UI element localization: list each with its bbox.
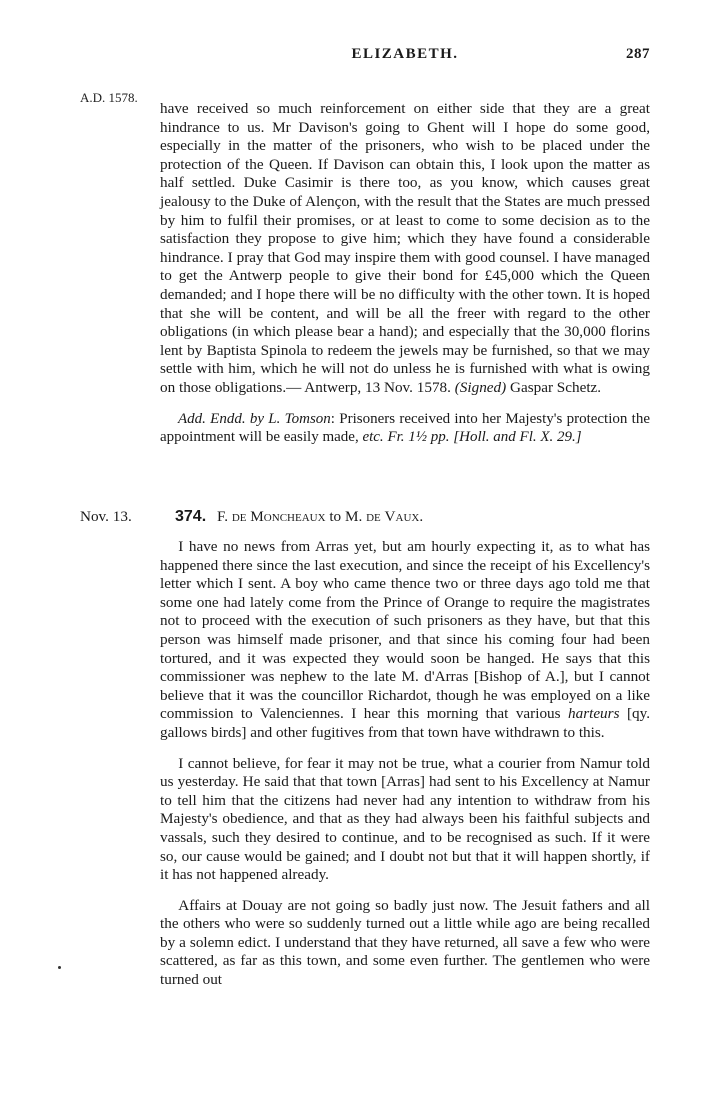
signed-label: (Signed) — [454, 378, 507, 396]
paragraph-3: Affairs at Douay are not going so badly just now. The Jesuit fathers and all the others who were so suddenly turned out a little while ago are being recalled by a solemn edict. I understand that they have returned, all save a few who were scattered, as far as this town, and some even further. The gentlemen who were turned out — [160, 896, 650, 989]
running-title: ELIZABETH. — [351, 46, 459, 62]
entry-date: Nov. 13. — [80, 508, 132, 525]
margin-dot — [58, 966, 61, 969]
entry-title — [217, 508, 423, 526]
page-number: 287 — [626, 46, 650, 62]
entry-heading — [80, 508, 650, 530]
letter-373-continuation — [160, 100, 650, 447]
from-name: Moncheaux — [250, 508, 326, 525]
etc-label: etc. — [362, 429, 384, 446]
endorsement-text: : Prisoners received into her Majesty's protection the appointment will be easily made, — [160, 410, 650, 446]
paragraph-2: I cannot believe, for fear it may not be true, what a courier from Namur told us yesterday. He said that that town [Arras] had sent to his Excellency at Namur to tell him that the citizens had never had any intention to withdraw from his Majesty's obedience, and that as they had always been his faithful subjects and vassals, such they desired to continue, and to be recognised as such. If it were so, our cause would be gained; and I doubt not but that it will happen shortly, if it has not happened already. — [160, 754, 650, 884]
letter-374-body — [160, 538, 650, 990]
endorsement-label: Add. Endd. by L. Tomson — [178, 410, 331, 427]
paragraph-1 — [160, 538, 650, 743]
language-label: Fr. — [387, 429, 405, 446]
margin-year: A.D. 1578. — [80, 90, 138, 105]
to-initial: M. — [344, 508, 363, 525]
paragraph-1-italic: harteurs — [568, 705, 620, 723]
archive-reference: [Holl. and Fl. X. 29.] — [453, 429, 582, 446]
page-count: 1½ pp. — [408, 429, 450, 446]
to-word: to — [329, 508, 342, 525]
letter-body — [160, 100, 650, 398]
from-initial: F. — [217, 508, 229, 525]
letter-body-text: have received so much reinforcement on either side that they are a great hindrance to us. Mr Davison's going to Ghent will I hope do some good, especially in the matter of the prisoners, who wish to be placed under the protection of the Queen. If Davison can obtain this, I look upon the matter as half settled. Duke Casimir is there too, as you know, which causes great jealousy to the Duke of Alençon, with the result that the States are much pressed by him to fulfil their promises, or at least to come to some decision as to the satisfaction they propose to give him; which they have found a considerable hindrance. I pray that God may inspire them with good counsel. I have managed to get the Antwerp people to give their bond for £45,000 which the Queen demanded; and I hope there will be no difficulty with the other town. It is hoped that she will be content, and will be all the freer with regard to the other obligations (in which please bear a hand); and especially that the 30,000 florins lent by Baptista Spinola to redeem the jewels may be furnished, so that we may settle with him, which he will not do unless he is furnished with what is owing on those obligations.— Antwerp, 13 Nov. 1578. — [160, 100, 650, 396]
entry-number: 374. — [175, 508, 207, 525]
paragraph-1-text-a: I have no news from Arras yet, but am hourly expecting it, as to what has happened there since the last execution, and since the receipt of his Excellency's letter which I sent. A boy who came thence two or three days ago told me that some one had lately come from the Prince of Orange to require the magistrates not to proceed with the execution of such prisoners as they have, but that this person was himself made prisoner, and that since his coming four had been tortured, and it was expected they would soon be hanged. He says that this commissioner was nephew to the late M. d'Arras [Bishop of A.], but I cannot believe that it was the councillor Richardot, though he was employed on a like commission to Valenciennes. I hear this morning that various — [160, 538, 650, 723]
signer-name: Gaspar Schetz. — [509, 378, 602, 396]
page-header — [160, 46, 650, 68]
to-name: Vaux. — [384, 508, 424, 525]
from-prep: de — [231, 508, 247, 525]
paragraph-1-text-b: [qy. gallows birds] and other fugitives from that town have withdrawn to this. — [160, 705, 650, 741]
endorsement-note — [160, 410, 650, 447]
to-prep: de — [366, 508, 381, 525]
